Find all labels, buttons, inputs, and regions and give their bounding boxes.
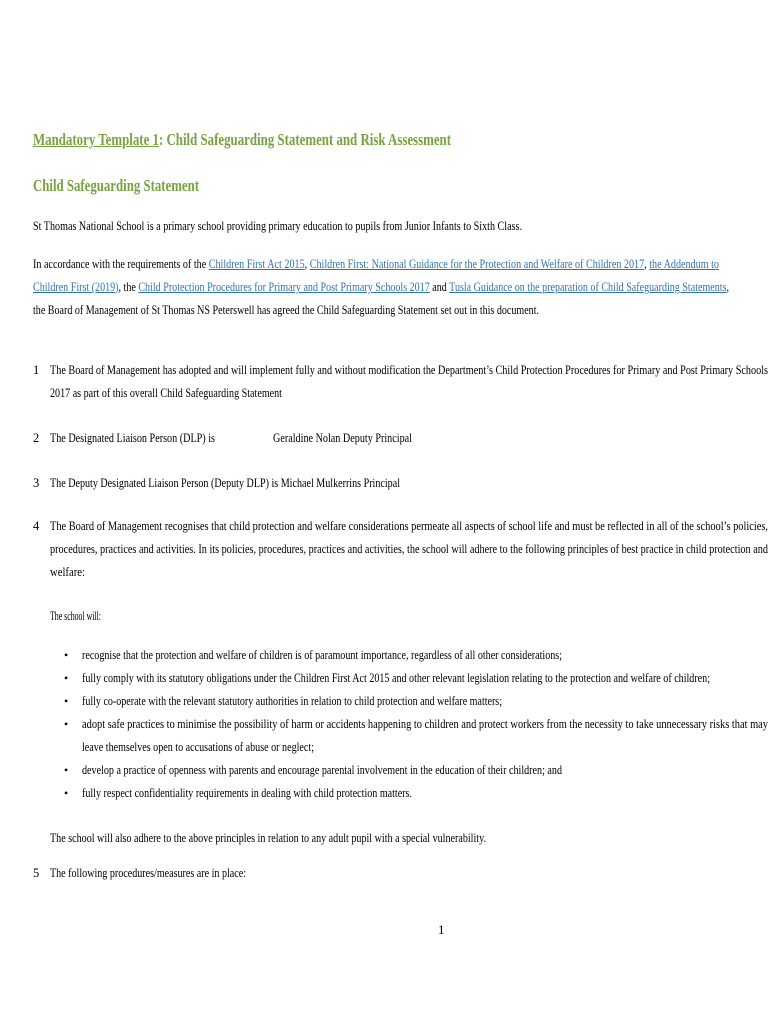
template-heading-rest: Child Safeguarding Statement and Risk Assessment <box>163 130 451 149</box>
template-heading-prefix: Mandatory Template 1 <box>33 130 159 149</box>
item-number-5: 5 <box>33 866 40 880</box>
bullet-marker: • <box>64 786 69 800</box>
school-will-label: The school will: <box>50 609 101 623</box>
item-number-1: 1 <box>33 363 40 377</box>
accordance-line-3: the Board of Management of St Thomas NS Peterswell has agreed the Child Safeguarding Statement set out in this document. <box>33 303 539 317</box>
accordance-text-1: In accordance with the requirements of the <box>33 257 209 271</box>
bullet-item-6: fully respect confidentiality requirements in dealing with child protection matters. <box>82 786 412 800</box>
bullet-item-4-line-2: leave themselves open to accusations of abuse or neglect; <box>82 740 314 754</box>
children-first-act-link[interactable]: Children First Act 2015 <box>208 257 305 271</box>
item-4-line-2: procedures, practices and activities. In its policies, procedures, practices and activities, the school will adhere to the following principles of best practice in child protection and <box>50 542 768 556</box>
dlp-value: Geraldine Nolan Deputy Principal <box>273 431 412 445</box>
bullet-marker: • <box>64 763 69 777</box>
bullet-item-3: fully co-operate with the relevant statutory authorities in relation to child protection and welfare matters; <box>82 694 502 708</box>
accordance-line-1 <box>33 257 770 271</box>
item-number-3: 3 <box>33 476 40 490</box>
item-5-line: The following procedures/measures are in place: <box>50 866 246 880</box>
item-number-4: 4 <box>33 519 40 533</box>
addendum-link[interactable]: the Addendum to <box>649 257 719 271</box>
template-heading-colon: : <box>158 130 164 149</box>
addendum-link-cont[interactable]: Children First (2019) <box>33 280 119 294</box>
child-protection-procedures-link[interactable]: Child Protection Procedures for Primary and Post Primary Schools 2017 <box>138 280 430 294</box>
bullet-item-4-line-1: adopt safe practices to minimise the possibility of harm or accidents happening to children and protect workers from the necessity to take unnecessary risks that may <box>82 717 768 731</box>
tusla-guidance-link[interactable]: Tusla Guidance on the preparation of Child Safeguarding Statements <box>449 280 727 294</box>
dlp-label: The Designated Liaison Person (DLP) is <box>50 431 215 445</box>
item-1-line-2: 2017 as part of this overall Child Safeguarding Statement <box>50 386 282 400</box>
bullet-marker: • <box>64 717 69 731</box>
accordance-text-6: , <box>726 280 729 294</box>
national-guidance-link[interactable]: Children First: National Guidance for the Protection and Welfare of Children 2017 <box>309 257 645 271</box>
accordance-text-4: , the <box>118 280 139 294</box>
bullet-marker: • <box>64 694 69 708</box>
template-heading <box>33 130 585 150</box>
item-number-2: 2 <box>33 431 40 445</box>
bullet-marker: • <box>64 671 69 685</box>
also-adhere-line: The school will also adhere to the above principles in relation to any adult pupil with a special vulnerability. <box>50 831 486 845</box>
accordance-text-2: , <box>304 257 310 271</box>
accordance-line-2 <box>33 280 770 294</box>
bullet-item-5: develop a practice of openness with parents and encourage parental involvement in the education of their children; and <box>82 763 562 777</box>
bullet-item-2: fully comply with its statutory obligations under the Children First Act 2015 and other relevant legislation relating to the protection and welfare of children; <box>82 671 710 685</box>
item-4-line-3: welfare: <box>50 565 85 579</box>
bullet-marker: • <box>64 648 69 662</box>
bullet-item-1: recognise that the protection and welfare of children is of paramount importance, regardless of all other considerations; <box>82 648 562 662</box>
section-heading: Child Safeguarding Statement <box>33 176 199 195</box>
page-number: 1 <box>438 922 445 937</box>
item-1-line-1: The Board of Management has adopted and will implement fully and without modification the Department’s Child Protection Procedures for Primary and Post Primary Schools <box>50 363 768 377</box>
accordance-text-5: and <box>429 280 450 294</box>
item-4-line-1: The Board of Management recognises that child protection and welfare considerations permeate all aspects of school life and must be reflected in all of the school’s policies, <box>50 519 768 533</box>
deputy-dlp-line: The Deputy Designated Liaison Person (Deputy DLP) is Michael Mulkerrins Principal <box>50 476 400 490</box>
accordance-text-3: , <box>644 257 650 271</box>
intro-paragraph: St Thomas National School is a primary school providing primary education to pupils from Junior Infants to Sixth Class. <box>33 219 522 233</box>
